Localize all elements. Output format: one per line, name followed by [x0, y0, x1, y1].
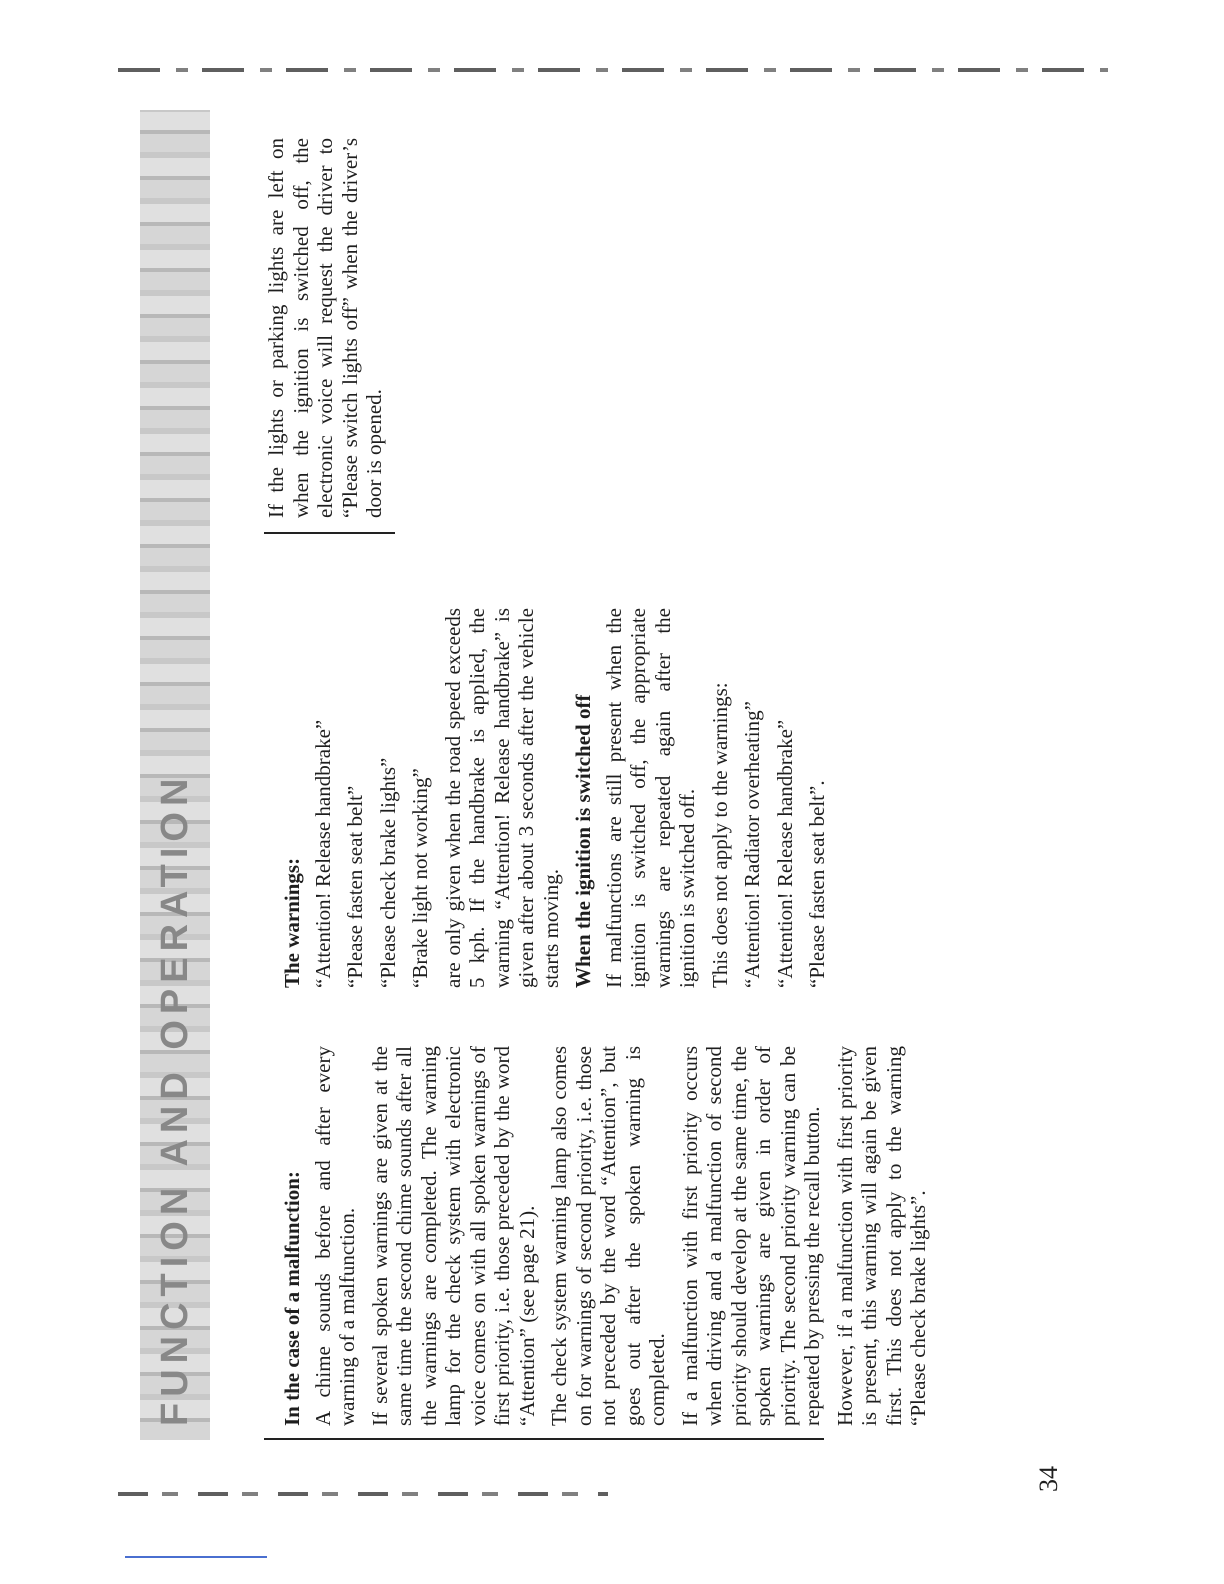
column-3 — [264, 138, 395, 534]
rotated-page — [140, 110, 1040, 1440]
column-1 — [280, 1046, 939, 1426]
warning-item: “Brake light not working” — [408, 768, 432, 988]
col1-paragraph: If several spoken warnings are given at the same time the second chime sounds after all the warnings are completed. The warning lamp for the check system with electronic voice comes on with all spoken warnings of first priority, i.e. those preceded by the word “Attention” (see page 21). — [367, 1046, 539, 1426]
col2-paragraph: This does not apply to the warnings: — [707, 682, 732, 988]
col2-paragraph: If malfunctions are still present when the ignition is switched off, the appropriate warnings are repeated again after the ignition is switched off. — [601, 608, 699, 988]
col1-paragraph: A chime sounds before and after every warning of a malfunction. — [310, 1046, 359, 1426]
col2-paragraph: are only given when the road speed exceeds 5 kph. If the handbrake is applied, the warning “Attention! Release handbrake” is given after about 3 seconds after the vehicle starts moving. — [440, 608, 563, 988]
col1-paragraph: However, if a malfunction with first priority is present, this warning will again be given first. This does not apply to the warning “Please check brake lights”. — [832, 1046, 930, 1426]
column-2 — [280, 608, 838, 988]
col3-paragraph: If the lights or parking lights are left on when the ignition is switched off, the electronic voice will request the driver to “Please switch lights off” when the driver’s door is opened. — [264, 138, 386, 518]
scan-edge-top — [118, 68, 1108, 72]
exception-item: “Please fasten seat belt”. — [805, 780, 829, 988]
col1-paragraph: The check system warning lamp also comes on for warnings of second priority, i.e. those not preceded by the word “Attention”, but goes out after the spoken warning is completed. — [547, 1046, 669, 1426]
warning-item: “Attention! Release handbrake” — [310, 719, 335, 988]
column-1-heading: In the case of a malfunction: — [280, 1171, 304, 1426]
bottom-rule — [125, 1556, 267, 1558]
scan-edge-bottom — [118, 1492, 608, 1496]
column-2-subheading: When the ignition is switched off — [571, 694, 595, 988]
col1-paragraph: If a malfunction with first priority occurs when driving and a malfunction of second priority should develop at the same time, the spoken warnings are given in order of priority. The second priority warning can be repeated by pressing the recall button. — [677, 1046, 824, 1426]
banner-title: FUNCTION AND OPERATION — [154, 772, 196, 1426]
exception-item: “Attention! Release handbrake” — [772, 719, 797, 988]
warning-item: “Please fasten seat belt” — [343, 785, 367, 988]
page-number: 34 — [1034, 1466, 1063, 1492]
column-rule-1 — [264, 1438, 824, 1440]
exception-item: “Attention! Radiator overheating” — [740, 701, 764, 988]
warning-item: “Please check brake lights” — [375, 757, 400, 988]
column-2-heading: The warnings: — [280, 857, 304, 988]
